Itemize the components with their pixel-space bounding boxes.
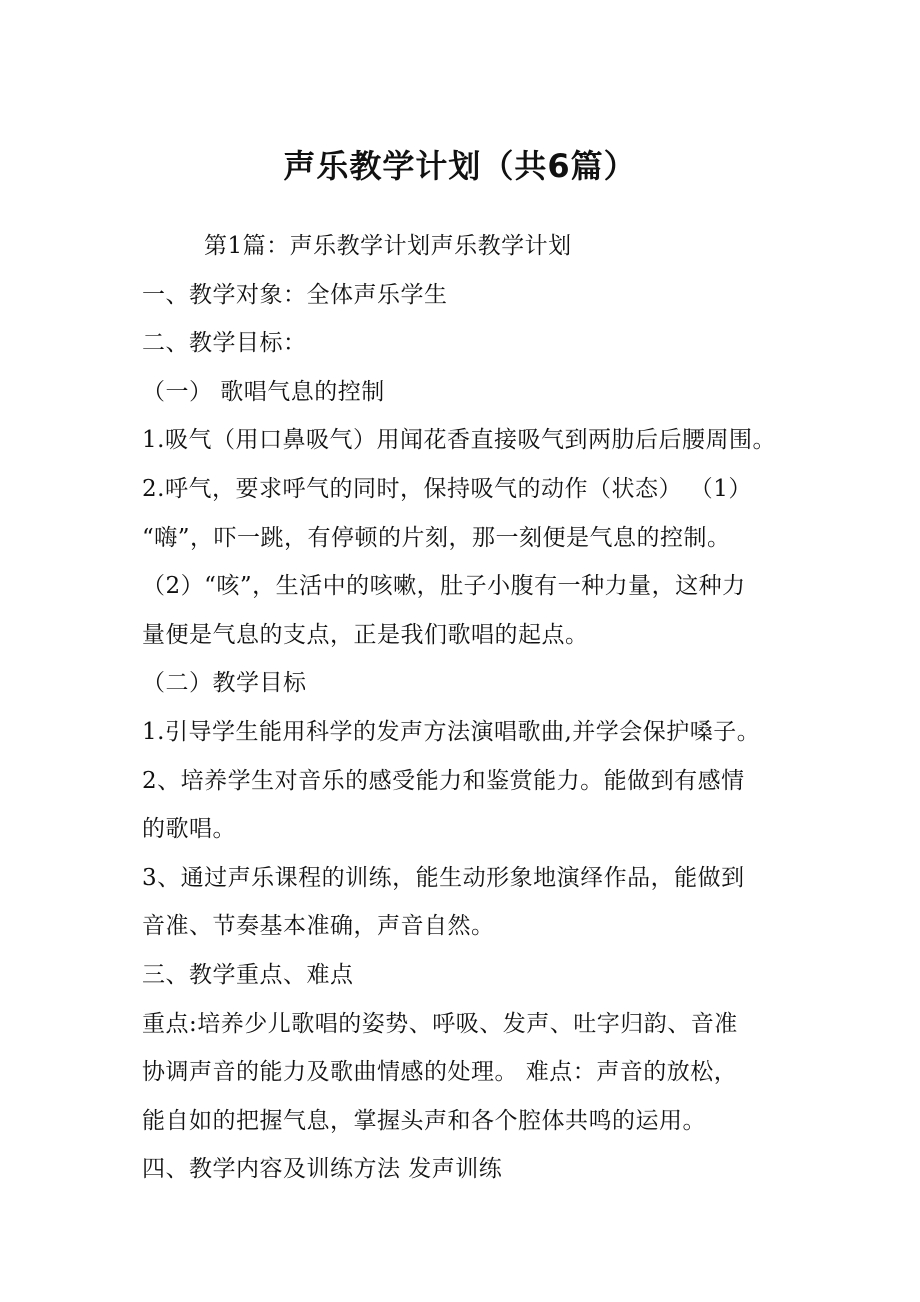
document-body (142, 222, 782, 1194)
subheading-breath-control: （一） 歌唱气息的控制 (142, 378, 385, 405)
heading-teaching-object: 一、教学对象：全体声乐学生 (142, 281, 448, 308)
paragraph-line: 1.吸气（用口鼻吸气）用闻花香直接吸气到两肋后后腰周围。 (142, 427, 776, 454)
paragraph-line: 2、培养学生对音乐的感受能力和鉴赏能力。能做到有感情 (142, 767, 745, 794)
heading-teaching-content: 四、教学内容及训练方法 发声训练 (142, 1156, 503, 1183)
paragraph-line: 1.引导学生能用科学的发声方法演唱歌曲,并学会保护嗓子。 (142, 718, 761, 745)
heading-key-points: 三、教学重点、难点 (142, 961, 354, 988)
section-heading-part-1: 第1篇：声乐教学计划声乐教学计划 (204, 233, 572, 259)
paragraph-line: 2.呼气，要求呼气的同时，保持吸气的动作（状态） （1） (142, 475, 752, 502)
heading-teaching-goals: 二、教学目标： (142, 330, 307, 357)
subheading-teaching-goals: （二）教学目标 (142, 670, 307, 697)
paragraph-line: 3、通过声乐课程的训练，能生动形象地演绎作品，能做到 (142, 864, 745, 891)
document-title: 声乐教学计划（共6篇） (283, 147, 637, 185)
paragraph-line: 的歌唱。 (142, 816, 236, 843)
paragraph-line: 音准、节奏基本准确，声音自然。 (142, 913, 495, 940)
paragraph-line: 协调声音的能力及歌曲情感的处理。 难点：声音的放松， (142, 1059, 738, 1086)
paragraph-line: 能自如的把握气息，掌握头声和各个腔体共鸣的运用。 (142, 1107, 706, 1134)
paragraph-line: （2）“咳”，生活中的咳嗽，肚子小腹有一种力量，这种力 (142, 573, 746, 600)
paragraph-line: “嗨”，吓一跳，有停顿的片刻，那一刻便是气息的控制。 (142, 524, 731, 551)
paragraph-line: 量便是气息的支点，正是我们歌唱的起点。 (142, 621, 589, 648)
paragraph-line: 重点:培养少儿歌唱的姿势、呼吸、发声、吐字归韵、音准 (142, 1010, 738, 1037)
